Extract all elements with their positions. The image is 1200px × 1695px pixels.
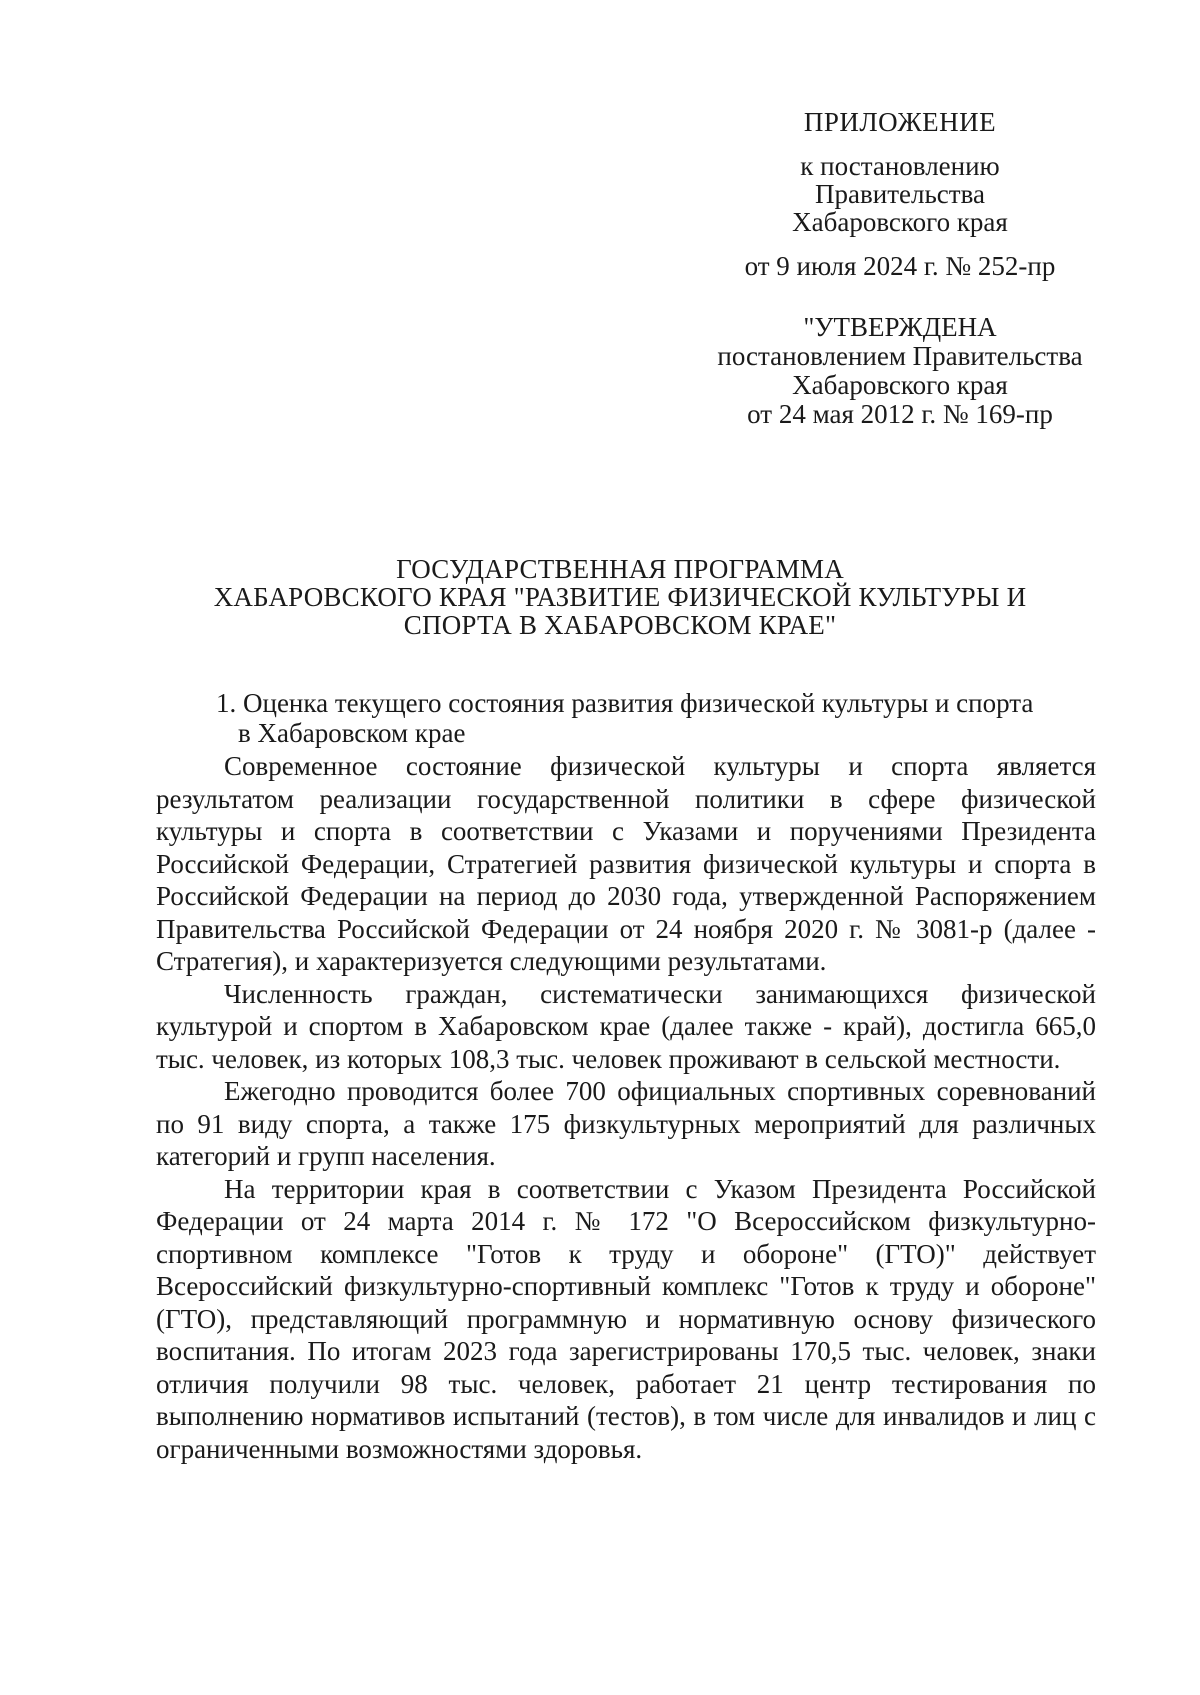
program-title-line: ГОСУДАРСТВЕННАЯ ПРОГРАММА (396, 554, 844, 584)
annex-block (720, 108, 1080, 280)
annex-line: к постановлению (800, 151, 1000, 181)
approved-line: постановлением Правительства (717, 341, 1083, 371)
annex-line: Хабаровского края (792, 207, 1008, 237)
section-heading-line: в Хабаровском крае (238, 718, 466, 748)
section-heading-line: 1. Оценка текущего состояния развития физической культуры и спорта (216, 688, 1034, 718)
approved-line: "УТВЕРЖДЕНА (803, 312, 997, 342)
annex-line: Правительства (815, 179, 985, 209)
approved-line: от 24 мая 2012 г. № 169-пр (747, 399, 1053, 429)
program-title-line: ХАБАРОВСКОГО КРАЯ "РАЗВИТИЕ ФИЗИЧЕСКОЙ КУЛЬТУРЫ И (213, 582, 1027, 612)
body-text (156, 750, 1096, 1465)
annex-title: ПРИЛОЖЕНИЕ (803, 107, 997, 137)
paragraph: Ежегодно проводится более 700 официальных спортивных соревнований по 91 виду спорта, а также 175 физкультурных мероприятий для различных категорий и групп населения. (156, 1076, 1096, 1171)
annex-date: от 9 июля 2024 г. № 252-пр (744, 251, 1056, 281)
program-title (150, 555, 1090, 639)
approved-block (680, 313, 1120, 429)
approved-line: Хабаровского края (792, 370, 1008, 400)
program-title-line: СПОРТА В ХАБАРОВСКОМ КРАЕ" (403, 610, 837, 640)
paragraph: Современное состояние физической культуры и спорта является результатом реализации государственной политики в сфере физической культуры и спорта в соответствии с Указами и поручениями Президента Российской Федерации, Стратегией развития физической культуры и спорта в Российской Федерации на период до 2030 года, утвержденной Распоряжением Правительства Российской Федерации от 24 ноября 2020 г. № 3081-р (далее - Стратегия), и характеризуется следующими результатами. (156, 751, 1096, 976)
paragraph: На территории края в соответствии с Указом Президента Российской Федерации от 24 марта 2014 г. № 172 "О Всероссийском физкультурно-спортивном комплексе "Готов к труду и обороне" (ГТО)" действует Всероссийский физкультурно-спортивный комплекс "Готов к труду и обороне" (ГТО), представляющий программную и нормативную основу физического воспитания. По итогам 2023 года зарегистрированы 170,5 тыс. человек, знаки отличия получили 98 тыс. человек, работает 21 центр тестирования по выполнению нормативов испытаний (тестов), в том числе для инвалидов и лиц с ограниченными возможностями здоровья. (156, 1173, 1096, 1464)
section-heading (216, 688, 1096, 748)
paragraph: Численность граждан, систематически занимающихся физической культурой и спортом в Хабаровском крае (далее также - край), достигла 665,0 тыс. человек, из которых 108,3 тыс. человек проживают в сельской местности. (156, 978, 1096, 1074)
